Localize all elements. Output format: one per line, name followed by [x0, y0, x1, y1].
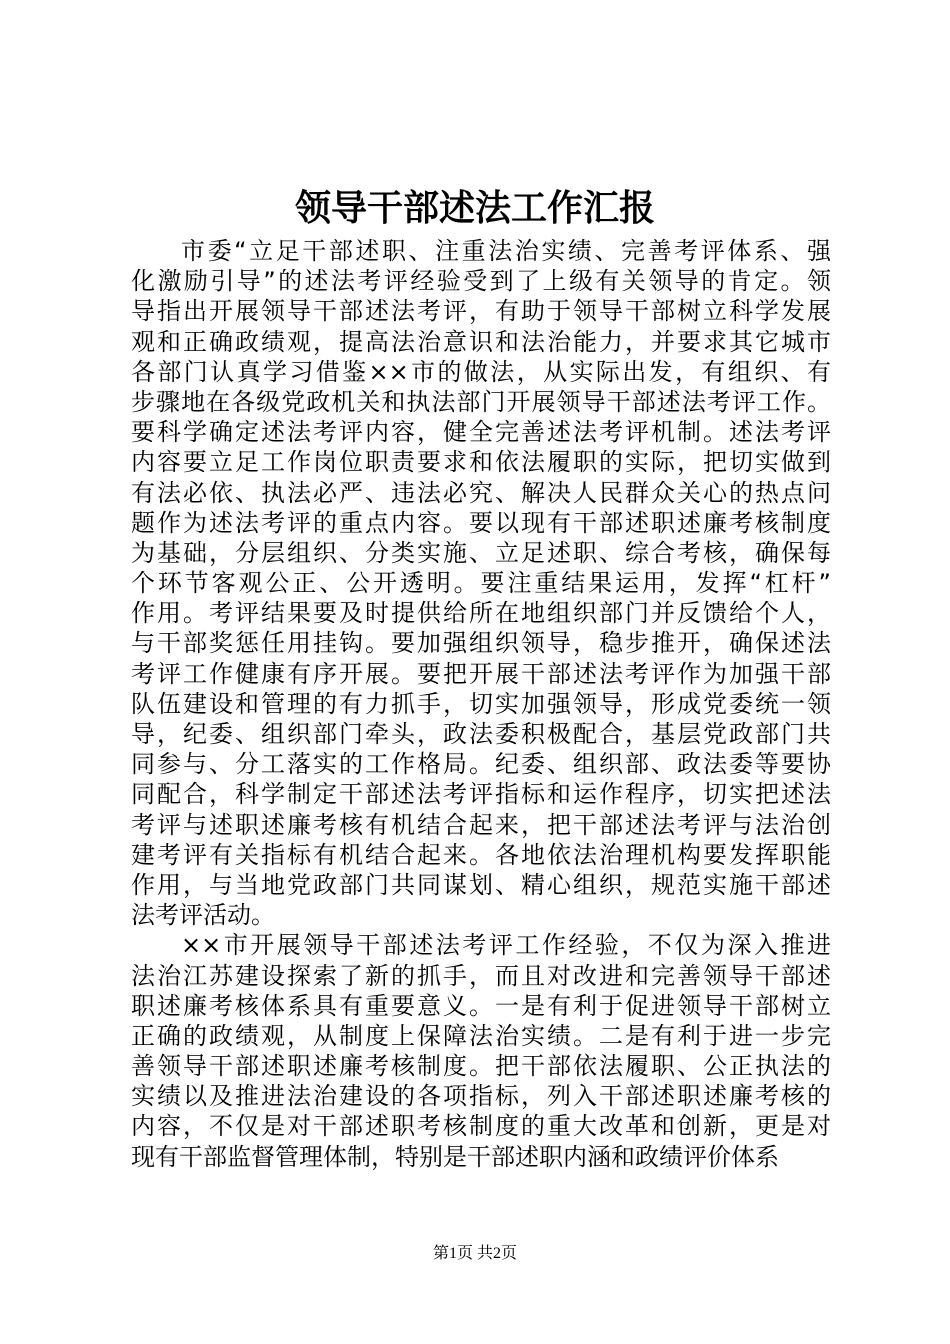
page-number-label: 第1页 共2页 — [432, 1245, 517, 1262]
text-line: ××市开展领导干部述法考评工作经验，不仅为深入推进 — [181, 931, 831, 960]
text-line: 各部门认真学习借鉴××市的做法，从实际出发，有组织、有 — [131, 357, 831, 386]
text-line: 法治江苏建设探索了新的抓手，而且对改进和完善领导干部述 — [131, 961, 831, 990]
text-line: 内容，不仅是对干部述职考核制度的重大改革和创新，更是对 — [131, 1112, 831, 1141]
text-line: 内容要立足工作岗位职责要求和依法履职的实际，把切实做到 — [131, 448, 831, 477]
text-line: 作用。考评结果要及时提供给所在地组织部门并反馈给个人， — [131, 599, 831, 628]
text-line: 题作为述法考评的重点内容。要以现有干部述职述廉考核制度 — [131, 508, 831, 537]
text-line: 观和正确政绩观，提高法治意识和法治能力，并要求其它城市 — [131, 327, 831, 356]
text-line: 要科学确定述法考评内容，健全完善述法考评机制。述法考评 — [131, 418, 831, 447]
text-line: 导，纪委、组织部门牵头，政法委积极配合，基层党政部门共 — [131, 720, 831, 748]
text-line: 与干部奖惩任用挂钩。要加强组织领导，稳步推开，确保述法 — [131, 629, 831, 658]
text-line: 步骤地在各级党政机关和执法部门开展领导干部述法考评工作。 — [131, 387, 831, 416]
text-line: 法考评活动。 — [131, 901, 275, 930]
text-line: 作用，与当地党政部门共同谋划、精心组织，规范实施干部述 — [131, 870, 831, 899]
text-line: 正确的政绩观，从制度上保障法治实绩。二是有利于进一步完 — [131, 1021, 831, 1050]
paragraph — [131, 236, 831, 930]
document-title: 领导干部述法工作汇报 — [294, 187, 655, 229]
text-line: 有法必依、执法必严、违法必究、解决人民群众关心的热点问 — [131, 478, 831, 507]
text-line: 考评工作健康有序开展。要把开展干部述法考评作为加强干部 — [131, 659, 831, 688]
page-footer — [0, 1243, 950, 1265]
text-line: 同参与、分工落实的工作格局。纪委、组织部、政法委等要协 — [131, 750, 831, 779]
text-line: 为基础，分层组织、分类实施、立足述职、综合考核，确保每 — [131, 538, 831, 567]
text-line: 同配合，科学制定干部述法考评指标和运作程序，切实把述法 — [131, 780, 831, 809]
text-line: 职述廉考核体系具有重要意义。一是有利于促进领导干部树立 — [131, 991, 831, 1020]
text-line: 队伍建设和管理的有力抓手，切实加强领导，形成党委统一领 — [131, 689, 831, 718]
text-line: 市委“立足干部述职、注重法治实绩、完善考评体系、强 — [181, 237, 831, 265]
text-line: 现有干部监督管理体制，特别是干部述职内涵和政绩评价体系 — [131, 1142, 779, 1171]
text-line: 化激励引导”的述法考评经验受到了上级有关领导的肯定。领 — [131, 267, 831, 296]
paragraph — [131, 930, 831, 1172]
text-line: 实绩以及推进法治建设的各项指标，列入干部述职述廉考核的 — [131, 1082, 831, 1111]
text-line: 善领导干部述职述廉考核制度。把干部依法履职、公正执法的 — [131, 1052, 831, 1081]
document-body — [131, 236, 831, 1172]
text-line: 个环节客观公正、公开透明。要注重结果运用，发挥“杠杆” — [131, 569, 831, 598]
text-line: 导指出开展领导干部述法考评，有助于领导干部树立科学发展 — [131, 297, 831, 326]
text-line: 建考评有关指标有机结合起来。各地依法治理机构要发挥职能 — [131, 840, 831, 869]
text-line: 考评与述职述廉考核有机结合起来，把干部述法考评与法治创 — [131, 810, 831, 839]
